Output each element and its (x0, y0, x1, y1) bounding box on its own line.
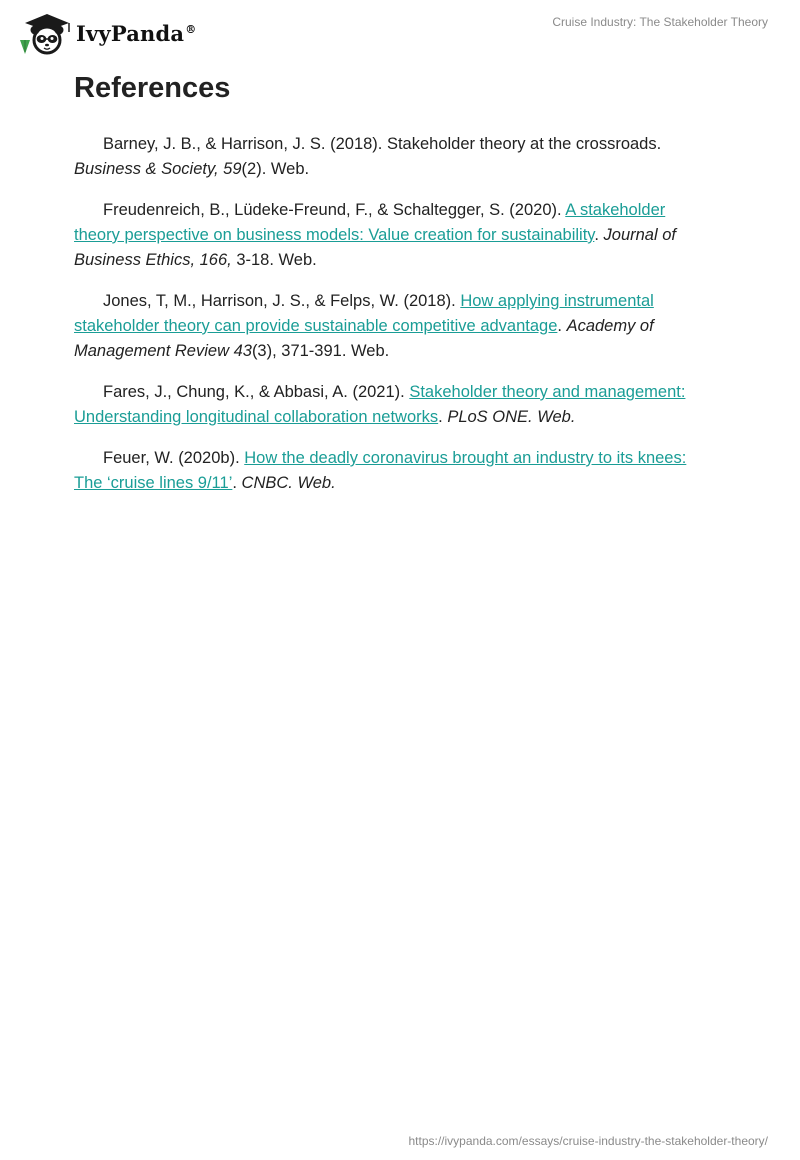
reference-journal: Academy of Management Review 43 (74, 317, 654, 360)
registered-mark: ® (185, 22, 197, 36)
reference-item (74, 446, 714, 496)
page-header (0, 0, 800, 70)
panda-graduate-icon (16, 10, 74, 56)
reference-separator: . (594, 226, 604, 244)
ivypanda-logo[interactable] (16, 10, 196, 56)
reference-item (74, 132, 714, 182)
reference-link[interactable]: How applying instrumental stakeholder theory can provide sustainable competitive advantage (74, 292, 654, 335)
page-url: https://ivypanda.com/essays/cruise-industry-the-stakeholder-theory/ (408, 1134, 768, 1148)
reference-tail: (2). Web. (241, 160, 310, 178)
reference-link[interactable]: A stakeholder theory perspective on business models: Value creation for sustainability (74, 201, 666, 244)
reference-authors: Feuer, W. (2020b). (103, 449, 245, 467)
reference-tail: 3-18. Web. (231, 251, 317, 269)
reference-authors: Barney, J. B., & Harrison, J. S. (2018). Stakeholder theory at the crossroads. (103, 135, 662, 153)
reference-separator: . (557, 317, 567, 335)
reference-item (74, 198, 714, 273)
reference-tail: (3), 371-391. Web. (251, 342, 390, 360)
reference-item (74, 289, 714, 364)
document-title: Cruise Industry: The Stakeholder Theory (552, 15, 768, 29)
logo-name: IvyPanda (76, 20, 185, 46)
logo-wordmark (76, 21, 196, 46)
reference-separator: . (232, 474, 242, 492)
reference-journal: PLoS ONE. Web. (447, 408, 576, 426)
reference-journal: CNBC. Web. (241, 474, 336, 492)
reference-link[interactable]: How the deadly coronavirus brought an industry to its knees: The ‘cruise lines 9/11’ (74, 449, 687, 492)
reference-item (74, 380, 714, 430)
reference-link[interactable]: Stakeholder theory and management: Understanding longitudinal collaboration networks (74, 383, 686, 426)
reference-journal: Business & Society, 59 (74, 160, 242, 178)
reference-list (74, 132, 714, 512)
reference-authors: Fares, J., Chung, K., & Abbasi, A. (2021). (103, 383, 410, 401)
reference-journal: Journal of Business Ethics, 166, (74, 226, 676, 269)
reference-authors: Freudenreich, B., Lüdeke-Freund, F., & Schaltegger, S. (2020). (103, 201, 566, 219)
reference-authors: Jones, T, M., Harrison, J. S., & Felps, W. (2018). (103, 292, 461, 310)
reference-separator: . (438, 408, 448, 426)
page-title: References (74, 72, 231, 104)
